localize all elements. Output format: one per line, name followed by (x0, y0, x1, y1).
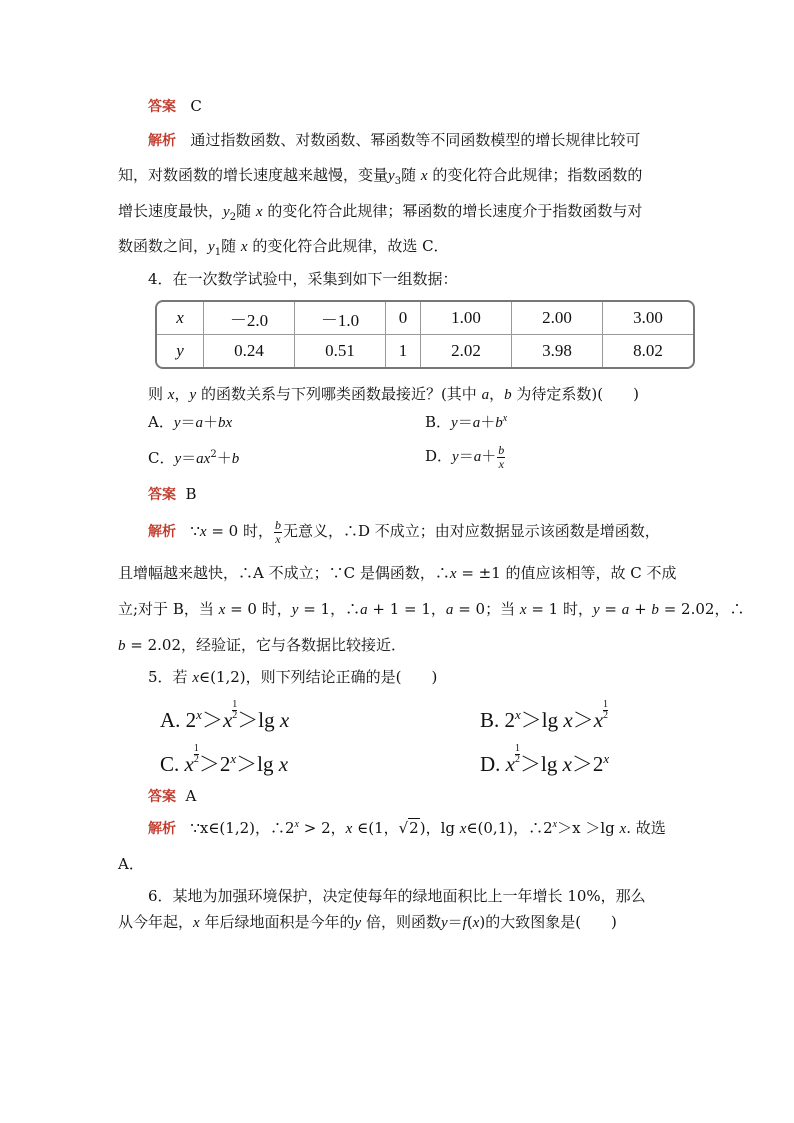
q3-analysis-line-2: 知，对数函数的增长速度越来越慢，变量$y_3$随 x 的变化符合此规律；指数函数的 (118, 166, 643, 187)
q4-answer: 答案 B (148, 485, 197, 503)
q5-option-b: B. $2^x>\lg$ x＞x $\frac{1}{2}$ (480, 699, 609, 732)
q6-line-1: 6．某地为加强环境保护，决定使每年的绿地面积比上一年增长 10%，那么 (148, 887, 646, 905)
q3-answer-value: C (190, 97, 202, 115)
table-row-y: y 0.24 0.51 1 2.02 3.98 8.02 (157, 335, 693, 367)
q4-option-b: B．$y=a+b^x$ (425, 413, 508, 431)
q4-question: 则 x，y 的函数关系与下列哪类函数最接近？(其中 a，b 为待定系数)( ) (148, 385, 639, 403)
q4-option-c: C．$y=ax^2+b$ (148, 449, 240, 467)
q4-analysis-line-2: 且增幅越来越快，∴A 不成立；∵C 是偶函数，∴x = ±1 的值应该相等，故 C 不成 (118, 564, 677, 582)
q5-analysis-line-1: 解析 ∵x∈(1,2)，∴2$^x$ > 2，x ∈(1，√2)，lg x∈(0,1)，$\therefore 2^x>x >\lg$ x. 故选 (148, 819, 666, 837)
q5-analysis-line-2: A． (118, 855, 144, 873)
q4-data-table (155, 300, 695, 369)
q4-option-a: A．y＝a＋bx (148, 413, 233, 431)
q5-answer: 答案 A (148, 787, 197, 805)
q3-answer: 答案 C (148, 97, 202, 115)
q4-analysis-line-4: b = 2.02，经验证，它与各数据比较接近． (118, 636, 407, 654)
q3-analysis-line-4: 数函数之间，$y_1$随 x 的变化符合此规律，故选 C． (118, 237, 449, 258)
table-row-x: x －2.0 －1.0 0 1.00 2.00 3.00 (157, 302, 693, 335)
q4-analysis-line-3: 立;对于 B，当 x = 0 时，y = 1，∴a + 1 = 1，a = 0；当 x = 1 时，y = a + b = 2.02，∴ (118, 600, 745, 618)
q5-option-c: C. x $\frac{1}{2}>2^x>\lg$ x (160, 743, 289, 776)
q3-analysis-line-1: 解析 通过指数函数、对数函数、幂函数等不同函数模型的增长规律比较可 (148, 131, 641, 149)
q4-analysis-line-1: 解析 ∵x = 0 时， $\frac{b}{x}$ 无意义，∴D 不成立；由对应数据显示该函数是增函数， (148, 517, 660, 546)
q5-stem: 5．若 x∈(1,2)，则下列结论正确的是( ) (148, 668, 438, 686)
q6-line-2: 从今年起，x 年后绿地面积是今年的y 倍，则函数y＝f(x)的大致图象是( ) (118, 913, 617, 931)
q5-option-d: D. x $\frac{1}{2}>\lg$ $x>2^x$ (480, 743, 610, 776)
q5-option-a: A. $2^x>x$ $\frac{1}{2}>\lg$ x (160, 699, 290, 732)
q4-stem: 4．在一次数学试验中，采集到如下一组数据： (148, 270, 458, 288)
q3-analysis-line-3: 增长速度最快，$y_2$随 x 的变化符合此规律；幂函数的增长速度介于指数函数与对 (118, 202, 643, 223)
q4-option-d: D．y＝a＋ $\frac{b}{x}$ (425, 442, 505, 471)
